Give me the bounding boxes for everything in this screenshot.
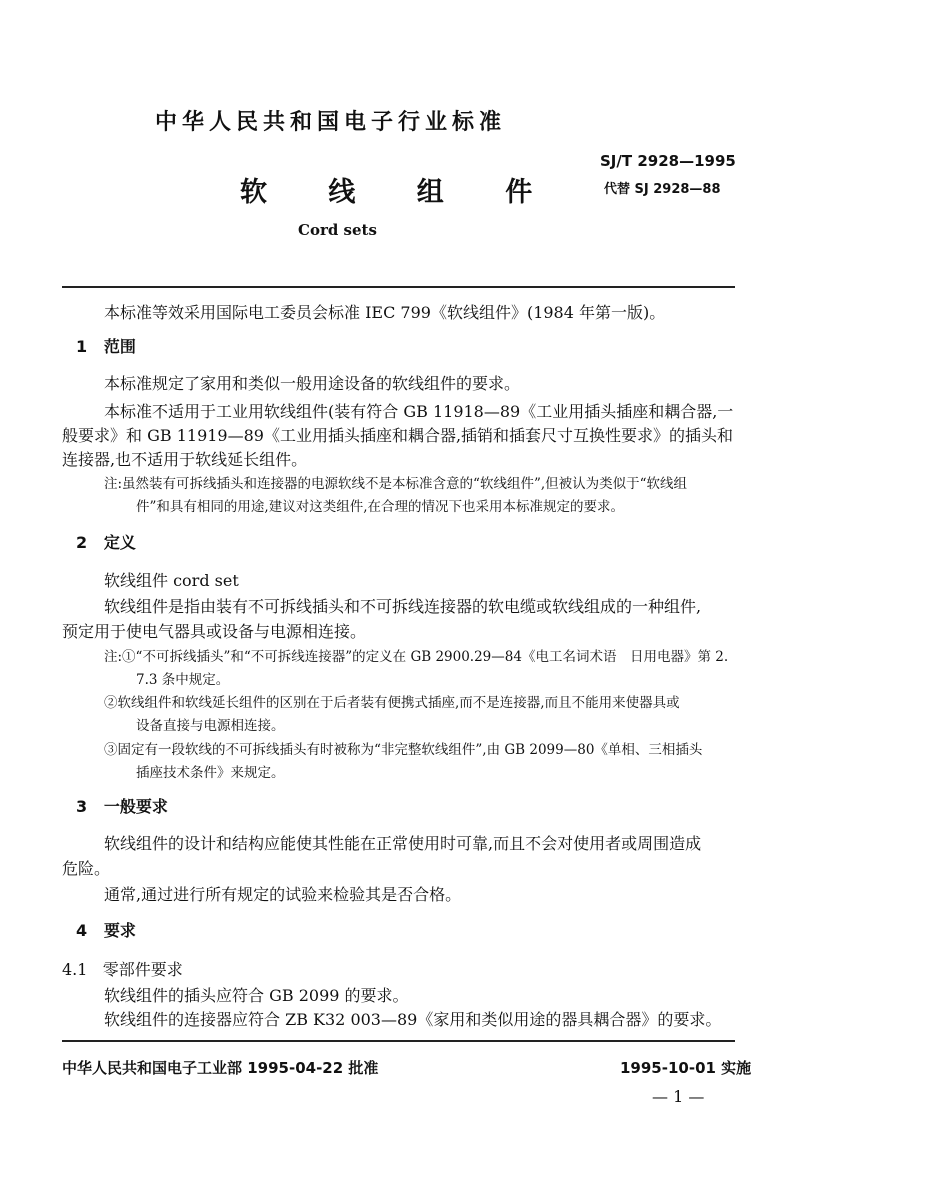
- s2-note-1-line-1: 注:①“不可拆线插头”和“不可拆线连接器”的定义在 GB 2900.29—84《电工名词术语 日用电器》第 2.: [104, 649, 729, 665]
- s1-paragraph-2-line-3: 连接器,也不适用于软线延长组件。: [62, 450, 308, 469]
- approval-statement: 中华人民共和国电子工业部 1995-04-22 批准: [62, 1059, 379, 1077]
- standard-number: SJ/T 2928—1995: [600, 152, 736, 170]
- s2-note-2-line-2: 设备直接与电源相连接。: [136, 718, 285, 734]
- page-number: — 1 —: [652, 1087, 705, 1106]
- replaces-standard: 代替 SJ 2928—88: [604, 182, 721, 197]
- s2-definition-line-1: 软线组件是指由装有不可拆线插头和不可拆线连接器的软电缆或软线组成的一种组件,: [104, 597, 702, 616]
- s1-paragraph-1: 本标准规定了家用和类似一般用途设备的软线组件的要求。: [104, 374, 521, 393]
- s3-paragraph-1-line-1: 软线组件的设计和结构应能使其性能在正常使用时可靠,而且不会对使用者或周围造成: [104, 834, 702, 853]
- s2-term: 软线组件 cord set: [104, 571, 239, 590]
- footer-divider: [62, 1040, 735, 1042]
- effective-date: 1995-10-01 实施: [620, 1059, 752, 1077]
- section-3-number: 3: [76, 797, 88, 816]
- header-org-title: 中华人民共和国电子行业标准: [155, 110, 507, 135]
- s2-note-3-line-1: ③固定有一段软线的不可拆线插头有时被称为“非完整软线组件”,由 GB 2099—80《单相、三相插头: [104, 742, 703, 758]
- section-2-title: 定义: [103, 533, 136, 552]
- s3-paragraph-1-line-2: 危险。: [62, 859, 111, 878]
- section-4-title: 要求: [103, 921, 136, 940]
- s2-note-2-line-1: ②软线组件和软线延长组件的区别在于后者装有便携式插座,而不是连接器,而且不能用来使器具或: [104, 695, 680, 711]
- section-2-number: 2: [76, 533, 88, 552]
- section-1-heading: [76, 334, 136, 357]
- document-title: 软 线 组 件: [240, 177, 559, 208]
- s3-paragraph-2: 通常,通过进行所有规定的试验来检验其是否合格。: [104, 885, 462, 904]
- subsection-4-1-heading: [62, 957, 183, 980]
- s1-note-line-1: 注:虽然装有可拆线插头和连接器的电源软线不是本标准含意的“软线组件”,但被认为类似于“软线组: [104, 476, 688, 492]
- s2-definition-line-2: 预定用于使电气器具或设备与电源相连接。: [62, 622, 367, 641]
- header-divider: [62, 286, 735, 288]
- s4-paragraph-2: 软线组件的连接器应符合 ZB K32 003—89《家用和类似用途的器具耦合器》的要求。: [104, 1010, 722, 1029]
- document-title-english: Cord sets: [298, 221, 377, 239]
- s1-paragraph-2-line-1: 本标准不适用于工业用软线组件(装有符合 GB 11918—89《工业用插头插座和耦合器,一: [104, 402, 734, 421]
- section-3-title: 一般要求: [103, 797, 168, 816]
- s1-note-line-2: 件”和具有相同的用途,建议对这类组件,在合理的情况下也采用本标准规定的要求。: [136, 499, 624, 515]
- s4-paragraph-1: 软线组件的插头应符合 GB 2099 的要求。: [104, 986, 409, 1005]
- section-1-title: 范围: [103, 337, 136, 356]
- section-4-number: 4: [76, 921, 88, 940]
- section-2-heading: [76, 530, 136, 553]
- section-4-heading: [76, 918, 136, 941]
- subsection-4-1-number: 4.1: [62, 960, 88, 979]
- intro-paragraph: 本标准等效采用国际电工委员会标准 IEC 799《软线组件》(1984 年第一版)。: [104, 303, 666, 322]
- section-1-number: 1: [76, 337, 88, 356]
- subsection-4-1-title: 零部件要求: [102, 960, 183, 979]
- s2-note-3-line-2: 插座技术条件》来规定。: [136, 765, 285, 781]
- s2-note-1-line-2: 7.3 条中规定。: [136, 672, 230, 688]
- section-3-heading: [76, 794, 168, 817]
- s1-paragraph-2-line-2: 般要求》和 GB 11919—89《工业用插头插座和耦合器,插销和插套尺寸互换性要求》的插头和: [62, 426, 734, 445]
